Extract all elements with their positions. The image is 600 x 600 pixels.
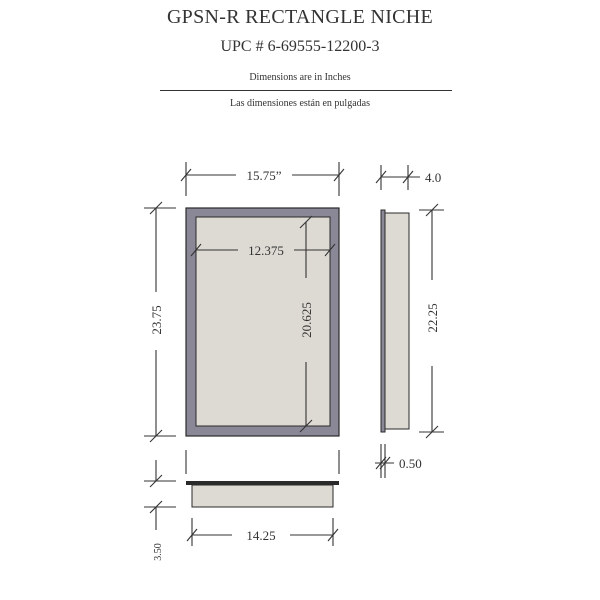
- bottom-width-label: 14.25: [246, 528, 276, 543]
- bottom-body: [192, 485, 333, 507]
- depth-label: 4.0: [425, 170, 442, 185]
- outer-width-label: 15.75”: [246, 168, 282, 183]
- outer-height-label: 23.75: [149, 305, 164, 335]
- bottom-flange: [186, 481, 339, 485]
- bottom-depth-label: 3.50: [153, 543, 164, 561]
- upc-code: UPC # 6-69555-12200-3: [220, 38, 380, 55]
- flange-label: 0.50: [399, 456, 422, 471]
- units-note-english: Dimensions are in Inches: [249, 72, 351, 83]
- units-note-spanish: Las dimensiones están en pulgadas: [230, 98, 370, 109]
- product-title: GPSN-R RECTANGLE NICHE: [166, 6, 434, 28]
- bottom-view: [186, 481, 339, 507]
- inner-width-label: 12.375: [248, 243, 284, 258]
- inner-height-label: 20.625: [299, 302, 314, 338]
- dim-outer-height: [144, 202, 176, 442]
- dim-depth: [376, 165, 441, 190]
- side-body: [385, 213, 409, 429]
- dim-bottom-depth: [144, 460, 176, 561]
- dim-flange: [375, 444, 422, 478]
- side-height-label: 22.25: [425, 303, 440, 333]
- dim-outer-width: [181, 162, 344, 196]
- dim-side-height: [419, 204, 444, 438]
- side-view: [381, 210, 409, 432]
- side-flange: [381, 210, 385, 432]
